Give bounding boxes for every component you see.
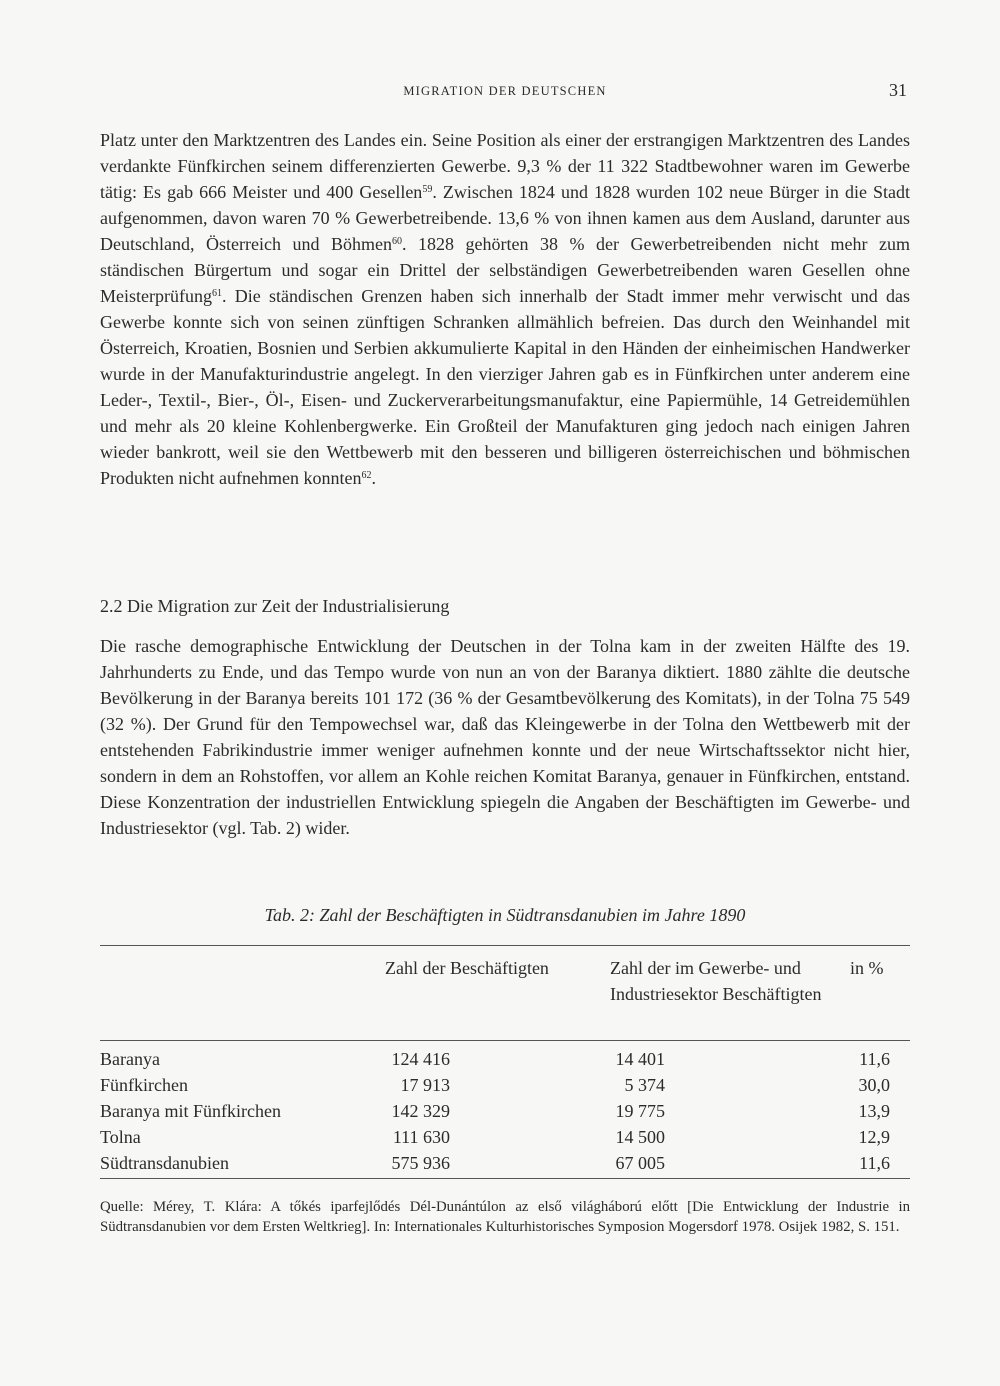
footnote-ref: 59 [422,184,433,195]
cell-total: 142 329 [391,1101,450,1121]
footnote-ref: 61 [211,288,222,299]
table-top-rule [100,945,910,946]
page-number: 31 [889,80,907,100]
column-header-total: Zahl der Beschäftigten [385,958,549,978]
cell-percent: 13,9 [858,1101,890,1121]
cell-region: Baranya [100,1049,160,1069]
paragraph-1-text: . [371,468,376,488]
table-row [100,1150,910,1176]
cell-region: Südtransdanubien [100,1153,229,1173]
column-header-percent: in % [850,958,884,978]
table-bottom-rule [100,1178,910,1179]
table-row [100,1098,910,1124]
cell-total: 111 630 [392,1127,450,1147]
cell-region: Tolna [100,1127,141,1147]
cell-percent: 11,6 [859,1049,890,1069]
paragraph-1 [100,127,910,491]
section-heading: 2.2 Die Migration zur Zeit der Industrialisierung [100,596,450,616]
footnote-ref: 60 [392,236,402,247]
cell-percent: 30,0 [858,1075,890,1095]
cell-industry: 67 005 [615,1153,665,1173]
cell-total: 575 936 [391,1153,450,1173]
column-header-industry: Zahl der im Gewerbe- und Industriesektor Beschäftigten [610,958,822,1004]
footnote-ref: 62 [361,470,372,481]
cell-industry: 19 775 [615,1101,665,1121]
running-head: MIGRATION DER DEUTSCHEN [403,84,607,98]
cell-total: 17 913 [400,1075,450,1095]
cell-percent: 12,9 [858,1127,890,1147]
paragraph-1-text: . 1828 gehörten 38 % der Gewerbetreibenden nicht mehr zum ständischen Bürgertum und sogar ein Drittel der selbständigen Gewerbetreibenden waren Gesellen ohne Meisterprüfung [100,234,911,306]
table-row [100,1072,910,1098]
cell-region: Baranya mit Fünfkirchen [100,1101,281,1121]
paragraph-2: Die rasche demographische Entwicklung der Deutschen in der Tolna kam in der zweiten Hälfte des 19. Jahrhunderts zu Ende, und das Tempo wurde von nun an von der Baranya diktiert. 1880 zählte die deutsche Bevölkerung in der Baranya bereits 101 172 (36 % der Gesamtbevölkerung des Komitats), in der Tolna 75 549 (32 %). Der Grund für den Tempowechsel war, daß das Kleingewerbe in der Tolna den Wettbewerb mit der entstehenden Fabrikindustrie immer weniger aufnehmen konnte und der neue Wirtschaftssektor nicht hier, sondern in dem an Rohstoffen, vor allem an Kohle reichen Komitat Baranya, genauer in Fünfkirchen, entstand. Diese Konzentration der industriellen Entwicklung spiegeln die Angaben der Beschäftigten im Gewerbe- und Industriesektor (vgl. Tab. 2) wider. [100,636,910,838]
cell-industry: 14 500 [615,1127,665,1147]
paragraph-1-text: Platz unter den Marktzentren des Landes ein. Seine Position als einer der erstrangigen Marktzentren des Landes verdankte Fünfkirchen seinem differenzierten Gewerbe. 9,3 % der 11 322 Stadtbewohner waren im Gewerbe tätig: Es gab 666 Meister und 400 Gesellen [100,130,910,202]
paragraph-1-text: . Zwischen 1824 und 1828 wurden 102 neue Bürger in die Stadt aufgenommen, davon waren 70 % Gewerbetreibende. 13,6 % von ihnen kamen aus dem Ausland, darunter aus Deutschland, Österreich und Böhmen [100,182,910,254]
cell-industry: 5 374 [624,1075,665,1095]
source-note: Quelle: Mérey, T. Klára: A tőkés iparfejlődés Dél-Dunántúlon az első világháború előtt [Die Entwicklung der Industrie in Südtransdanubien vor dem Ersten Weltkrieg]. In: Internationales Kulturhistorisches Symposion Mogersdorf 1978. Osijek 1982, S. 151. [100,1199,910,1235]
cell-region: Fünfkirchen [100,1075,188,1095]
table-row [100,1124,910,1150]
table-row [100,1046,910,1072]
cell-total: 124 416 [391,1049,450,1069]
table-body [100,1046,910,1176]
cell-industry: 14 401 [615,1049,665,1069]
paragraph-1-text: . Die ständischen Grenzen haben sich innerhalb der Stadt immer mehr verwischt und das Gewerbe konnte sich von seinen zünftigen Schranken allmählich befreien. Das durch den Weinhandel mit Österreich, Kroatien, Bosnien und Serbien akkumulierte Kapital in den Händen der einheimischen Handwerker wurde in der Manufakturindustrie angelegt. In den vierziger Jahren gab es in Fünfkirchen unter anderem eine Leder-, Textil-, Bier-, Öl-, Eisen- und Zuckerverarbeitungsmanufaktur, eine Papiermühle, 14 Getreidemühlen und mehr als 20 kleine Kohlenbergwerke. Ein Großteil der Manufakturen ging jedoch nach einigen Jahren wieder bankrott, weil sie den Wettbewerb mit den besseren und billigeren österreichischen und böhmischen Produkten nicht aufnehmen konnten [100,286,910,488]
cell-percent: 11,6 [859,1153,890,1173]
table-caption: Tab. 2: Zahl der Beschäftigten in Südtransdanubien im Jahre 1890 [264,905,746,925]
table-header-rule [100,1040,910,1041]
